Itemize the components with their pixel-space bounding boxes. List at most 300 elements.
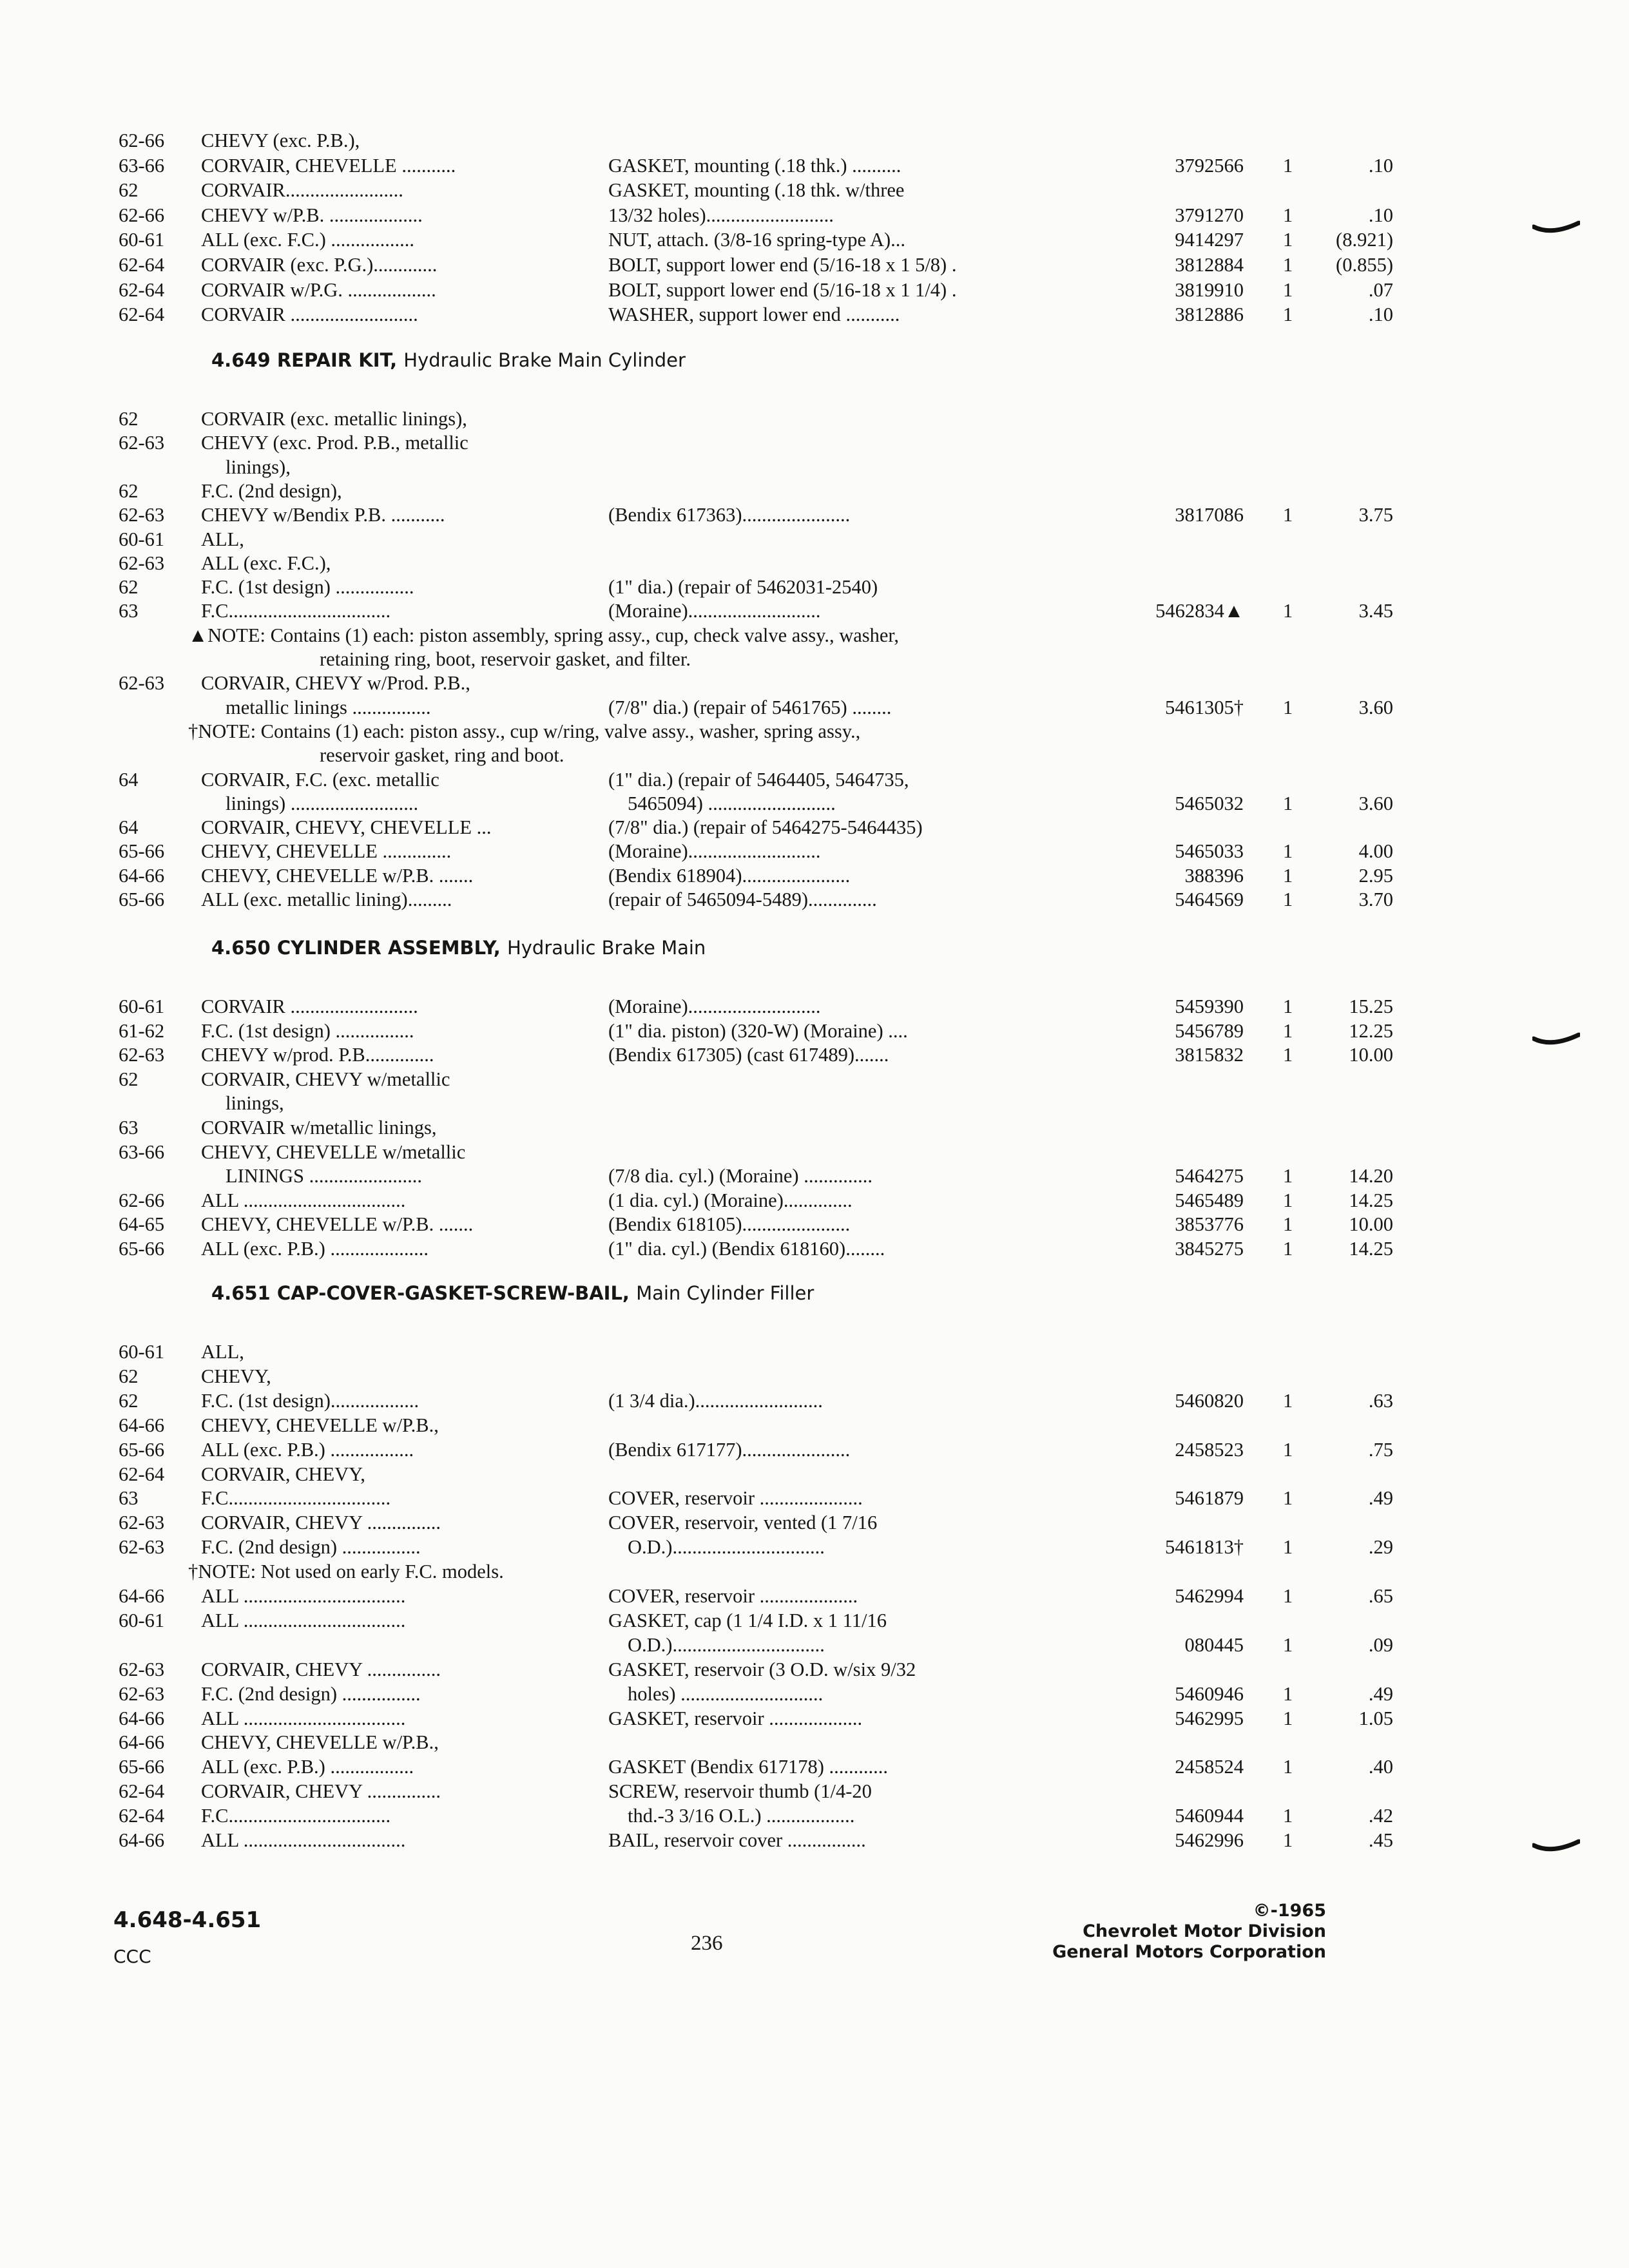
table-row <box>119 1115 1278 1140</box>
table-row <box>119 1066 1278 1092</box>
part-number: 5462834▲ <box>1155 600 1244 622</box>
table-row <box>119 454 1278 480</box>
table-row <box>119 153 1393 178</box>
model-years: 60-61 <box>119 995 165 1017</box>
model-years: 62 <box>119 1389 139 1412</box>
table-row <box>119 1236 1393 1262</box>
application: ALL ................................. <box>201 1585 406 1607</box>
footnote-text: ▲NOTE: Contains (1) each: piston assembly, spring assy., cup, check valve assy., washer, <box>188 624 899 646</box>
application: CORVAIR, CHEVY, CHEVELLE ... <box>201 816 492 839</box>
quantity: 1 <box>1283 204 1293 226</box>
quantity: 1 <box>1283 1585 1293 1607</box>
quantity: 1 <box>1283 1805 1293 1827</box>
model-years: 64-66 <box>119 864 165 887</box>
binder-mark-bottom <box>1532 1838 1580 1853</box>
binder-mark-top <box>1532 219 1580 235</box>
application: F.C................................. <box>201 1487 391 1510</box>
model-years: 62-63 <box>119 1044 165 1066</box>
price: 2.95 <box>1358 864 1393 887</box>
table-row <box>119 1803 1393 1829</box>
quantity: 1 <box>1283 1044 1293 1066</box>
table-row <box>119 526 1278 552</box>
table-row <box>119 1163 1393 1189</box>
quantity: 1 <box>1283 278 1293 301</box>
section-subtitle: Hydraulic Brake Main Cylinder <box>403 349 686 371</box>
part-description: thd.-3 3/16 O.L.) .................. <box>628 1805 855 1827</box>
application: CHEVY w/P.B. ................... <box>201 204 423 226</box>
model-years: 62-64 <box>119 278 165 301</box>
table-row <box>119 277 1393 303</box>
price: 3.70 <box>1358 889 1393 910</box>
model-years: 63 <box>119 1487 139 1510</box>
table-row <box>119 994 1393 1019</box>
model-years: 62 <box>119 179 139 202</box>
part-description: BAIL, reservoir cover ................ <box>608 1829 866 1851</box>
application: CORVAIR w/P.G. .................. <box>201 278 436 301</box>
part-description: (1" dia. piston) (320-W) (Moraine) .... <box>608 1019 908 1042</box>
price: 10.00 <box>1349 1213 1393 1236</box>
price: .42 <box>1368 1805 1393 1827</box>
quantity: 1 <box>1283 303 1293 326</box>
application: CORVAIR, F.C. (exc. metallic <box>201 768 439 791</box>
quantity: 1 <box>1283 840 1293 863</box>
part-number: 5464569 <box>1175 889 1244 910</box>
application: CORVAIR, CHEVY w/metallic <box>201 1068 450 1090</box>
application: linings) .......................... <box>226 792 419 814</box>
part-description: NUT, attach. (3/8-16 spring-type A)... <box>608 229 906 251</box>
part-description: (Bendix 617363)...................... <box>608 504 851 526</box>
part-description: (Bendix 617305) (cast 617489)....... <box>608 1044 889 1066</box>
application: CORVAIR, CHEVELLE ........... <box>201 154 456 177</box>
application: CHEVY, CHEVELLE w/P.B. ....... <box>201 864 474 887</box>
table-row <box>119 1657 1278 1682</box>
price: .10 <box>1368 303 1393 326</box>
part-description: (Bendix 618105)...................... <box>608 1213 851 1236</box>
table-row <box>119 1018 1393 1044</box>
model-years: 62-66 <box>119 1189 165 1211</box>
price: 12.25 <box>1349 1019 1393 1042</box>
price: .07 <box>1368 278 1393 301</box>
part-description: holes) ............................. <box>628 1682 824 1705</box>
part-number: 388396 <box>1184 864 1244 887</box>
part-description: GASKET, cap (1 1/4 I.D. x 1 11/16 <box>608 1609 887 1631</box>
application: F.C. (1st design) ................ <box>201 1019 414 1042</box>
model-years: 62-63 <box>119 552 165 574</box>
quantity: 1 <box>1283 1536 1293 1559</box>
table-row <box>119 574 1278 600</box>
binder-mark-middle <box>1532 1031 1580 1046</box>
price: .75 <box>1368 1438 1393 1461</box>
part-description: O.D.)............................... <box>628 1633 825 1656</box>
application: linings), <box>226 456 291 478</box>
table-row <box>119 1706 1393 1731</box>
table-row <box>119 1729 1278 1755</box>
part-description: (Bendix 617177)...................... <box>608 1438 851 1461</box>
part-number: 2458524 <box>1175 1756 1244 1778</box>
model-years: 64 <box>119 816 139 839</box>
table-row <box>119 128 1278 153</box>
price: 10.00 <box>1349 1044 1393 1066</box>
table-row <box>119 767 1278 793</box>
application: CORVAIR (exc. P.G.)............. <box>201 254 438 276</box>
price: 3.60 <box>1358 696 1393 718</box>
section-title: 4.650 CYLINDER ASSEMBLY, <box>211 937 501 959</box>
application: CHEVY (exc. Prod. P.B., metallic <box>201 432 468 454</box>
part-description: (1" dia.) (repair of 5462031-2540) <box>608 576 878 599</box>
table-row <box>119 227 1393 253</box>
price: .65 <box>1368 1585 1393 1607</box>
application: ALL (exc. P.B.) .................... <box>201 1238 429 1260</box>
application: ALL, <box>201 1341 244 1363</box>
part-description: (1" dia.) (repair of 5464405, 5464735, <box>608 768 909 791</box>
model-years: 62-64 <box>119 1805 165 1827</box>
footer-code: CCC <box>113 1946 151 1967</box>
section-subtitle: Hydraulic Brake Main <box>506 937 706 959</box>
part-number: 3812884 <box>1175 254 1244 276</box>
quantity: 1 <box>1283 889 1293 910</box>
model-years: 62 <box>119 1068 139 1090</box>
section-subtitle: Main Cylinder Filler <box>636 1282 815 1304</box>
model-years: 60-61 <box>119 1341 165 1363</box>
model-years: 62-63 <box>119 504 165 526</box>
quantity: 1 <box>1283 600 1293 622</box>
quantity: 1 <box>1283 1707 1293 1729</box>
table-row <box>119 1042 1393 1068</box>
part-number: 9414297 <box>1175 229 1244 251</box>
application: ALL (exc. F.C.), <box>201 552 331 574</box>
part-description: 13/32 holes).......................... <box>608 204 834 226</box>
part-number: 3819910 <box>1175 278 1244 301</box>
part-description: (Bendix 618904)...................... <box>608 864 851 887</box>
application: CORVAIR, CHEVY ............... <box>201 1512 441 1534</box>
application: F.C. (2nd design) ................ <box>201 1682 421 1705</box>
application: F.C. (1st design) ................ <box>201 576 414 599</box>
application: linings, <box>226 1092 284 1115</box>
table-row <box>119 1090 1278 1116</box>
application: CORVAIR, CHEVY ............... <box>201 1658 441 1680</box>
application: CORVAIR........................ <box>201 179 403 202</box>
price: .49 <box>1368 1487 1393 1510</box>
application: CHEVY, <box>201 1365 271 1387</box>
table-row <box>119 1583 1393 1609</box>
model-years: 64-65 <box>119 1213 165 1236</box>
application: CHEVY (exc. P.B.), <box>201 130 360 151</box>
quantity: 1 <box>1283 1633 1293 1656</box>
part-number: 5456789 <box>1175 1019 1244 1042</box>
quantity: 1 <box>1283 1682 1293 1705</box>
application: CHEVY w/Bendix P.B. ........... <box>201 504 445 526</box>
table-row <box>119 550 1278 576</box>
part-description: SCREW, reservoir thumb (1/4-20 <box>608 1780 872 1803</box>
table-row <box>119 1827 1393 1853</box>
table-row <box>119 1510 1278 1535</box>
quantity: 1 <box>1283 504 1293 526</box>
table-row <box>119 1211 1393 1237</box>
part-description: (7/8 dia. cyl.) (Moraine) .............. <box>608 1165 872 1187</box>
model-years: 62 <box>119 408 139 430</box>
section-title: 4.649 REPAIR KIT, <box>211 349 398 371</box>
footnote-text: †NOTE: Not used on early F.C. models. <box>188 1561 504 1583</box>
part-description: GASKET (Bendix 617178) ............ <box>608 1756 889 1778</box>
application: F.C................................. <box>201 600 391 622</box>
model-years: 60-61 <box>119 229 165 251</box>
part-number: 5462995 <box>1175 1707 1244 1729</box>
footer-corporation: General Motors Corporation <box>1052 1942 1326 1962</box>
application: F.C. (2nd design), <box>201 479 342 502</box>
model-years: 62 <box>119 1365 139 1387</box>
part-number: 5465489 <box>1175 1189 1244 1211</box>
application: CORVAIR, CHEVY ............... <box>201 1780 441 1803</box>
table-row <box>119 1754 1393 1780</box>
part-description: (7/8" dia.) (repair of 5464275-5464435) <box>608 816 923 839</box>
application: CORVAIR .......................... <box>201 303 418 326</box>
table-row <box>119 1485 1393 1511</box>
table-row <box>119 1632 1393 1658</box>
application: ALL (exc. P.B.) ................. <box>201 1438 414 1461</box>
section-title: 4.651 CAP-COVER-GASKET-SCREW-BAIL, <box>211 1282 630 1304</box>
part-number: 080445 <box>1184 1633 1244 1656</box>
model-years: 64-66 <box>119 1731 165 1754</box>
table-row <box>119 177 1278 203</box>
quantity: 1 <box>1283 864 1293 887</box>
part-number: 5461305† <box>1165 696 1244 718</box>
application: CORVAIR, CHEVY w/Prod. P.B., <box>201 672 470 695</box>
price: (8.921) <box>1336 229 1393 251</box>
section-heading <box>211 349 686 371</box>
footnote-text: retaining ring, boot, reservoir gasket, and filter. <box>320 648 691 670</box>
application: ALL, <box>201 528 244 550</box>
part-number: 3792566 <box>1175 154 1244 177</box>
part-description: BOLT, support lower end (5/16-18 x 1 5/8) . <box>608 254 957 276</box>
part-description: (Moraine)........................... <box>608 995 821 1017</box>
quantity: 1 <box>1283 229 1293 251</box>
price: .10 <box>1368 204 1393 226</box>
model-years: 62-64 <box>119 1463 165 1485</box>
application: metallic linings ................ <box>226 696 431 718</box>
model-years: 64-66 <box>119 1414 165 1436</box>
quantity: 1 <box>1283 696 1293 718</box>
table-row <box>119 863 1393 889</box>
table-row <box>119 478 1278 504</box>
price: .63 <box>1368 1389 1393 1412</box>
model-years: 62 <box>119 479 139 502</box>
model-years: 65-66 <box>119 1438 165 1461</box>
application: CHEVY, CHEVELLE w/metallic <box>201 1140 466 1163</box>
application: CHEVY w/prod. P.B.............. <box>201 1044 434 1066</box>
table-row <box>119 670 1278 696</box>
model-years: 61-62 <box>119 1019 165 1042</box>
table-row <box>119 1139 1278 1165</box>
table-row <box>119 1412 1278 1438</box>
application: ALL ................................. <box>201 1829 406 1851</box>
part-number: 3817086 <box>1175 504 1244 526</box>
application: ALL ................................. <box>201 1707 406 1729</box>
part-description: BOLT, support lower end (5/16-18 x 1 1/4) . <box>608 278 957 301</box>
part-description: COVER, reservoir .................... <box>608 1585 858 1607</box>
table-row <box>119 1187 1393 1213</box>
price: 3.75 <box>1358 504 1393 526</box>
part-number: 3791270 <box>1175 204 1244 226</box>
model-years: 65-66 <box>119 1756 165 1778</box>
part-number: 5462996 <box>1175 1829 1244 1851</box>
part-number: 5460820 <box>1175 1389 1244 1412</box>
model-years: 64-66 <box>119 1829 165 1851</box>
table-row <box>119 1388 1393 1414</box>
price: .40 <box>1368 1756 1393 1778</box>
part-description: (Moraine)........................... <box>608 600 821 622</box>
part-description: O.D.)............................... <box>628 1536 825 1559</box>
table-row <box>119 814 1278 840</box>
model-years: 62-63 <box>119 1682 165 1705</box>
application: F.C. (2nd design) ................ <box>201 1536 421 1559</box>
table-row <box>119 838 1393 864</box>
price: 15.25 <box>1349 995 1393 1017</box>
application: ALL ................................. <box>201 1189 406 1211</box>
application: ALL ................................. <box>201 1609 406 1631</box>
model-years: 63-66 <box>119 1140 165 1163</box>
application: ALL (exc. F.C.) ................. <box>201 229 415 251</box>
application: CORVAIR (exc. metallic linings), <box>201 408 467 430</box>
application: CORVAIR .......................... <box>201 995 418 1017</box>
quantity: 1 <box>1283 1238 1293 1260</box>
part-description: 5465094) .......................... <box>628 792 836 814</box>
table-row <box>119 1608 1278 1633</box>
model-years: 62-66 <box>119 130 165 151</box>
part-description: GASKET, mounting (.18 thk. w/three <box>608 179 905 202</box>
footnote-text: †NOTE: Contains (1) each: piston assy., cup w/ring, valve assy., washer, spring assy., <box>188 720 861 742</box>
quantity: 1 <box>1283 1487 1293 1510</box>
model-years: 62 <box>119 576 139 599</box>
model-years: 65-66 <box>119 1238 165 1260</box>
part-description: WASHER, support lower end ........... <box>608 303 900 326</box>
model-years: 65-66 <box>119 840 165 863</box>
price: 1.05 <box>1358 1707 1393 1729</box>
quantity: 1 <box>1283 1438 1293 1461</box>
model-years: 63 <box>119 1117 139 1139</box>
quantity: 1 <box>1283 1213 1293 1236</box>
part-description: (1 3/4 dia.).......................... <box>608 1389 823 1412</box>
part-number: 5460944 <box>1175 1805 1244 1827</box>
application: CORVAIR w/metallic linings, <box>201 1117 437 1139</box>
table-row <box>119 252 1393 278</box>
price: 14.25 <box>1349 1238 1393 1260</box>
model-years: 63-66 <box>119 154 165 177</box>
model-years: 62-64 <box>119 1780 165 1803</box>
application: F.C................................. <box>201 1805 391 1827</box>
table-row <box>119 887 1393 912</box>
part-number: 5461813† <box>1165 1536 1244 1559</box>
price: .29 <box>1368 1536 1393 1559</box>
application: CHEVY, CHEVELLE w/P.B. ....... <box>201 1213 474 1236</box>
price: 3.60 <box>1358 792 1393 814</box>
model-years: 60-61 <box>119 528 165 550</box>
quantity: 1 <box>1283 1165 1293 1187</box>
part-description: GASKET, reservoir ................... <box>608 1707 863 1729</box>
application: LININGS ....................... <box>226 1165 422 1187</box>
footnote-text: reservoir gasket, ring and boot. <box>320 744 564 767</box>
model-years: 62-63 <box>119 1512 165 1534</box>
part-number: 5465032 <box>1175 792 1244 814</box>
model-years: 60-61 <box>119 1609 165 1631</box>
price: .10 <box>1368 154 1393 177</box>
table-row <box>119 598 1393 624</box>
part-description: COVER, reservoir, vented (1 7/16 <box>608 1512 878 1534</box>
model-years: 65-66 <box>119 889 165 910</box>
table-row <box>119 695 1393 720</box>
table-row <box>119 1681 1393 1707</box>
part-number: 5460946 <box>1175 1682 1244 1705</box>
quantity: 1 <box>1283 792 1293 814</box>
quantity: 1 <box>1283 1829 1293 1851</box>
table-row <box>119 1534 1393 1560</box>
part-number: 5459390 <box>1175 995 1244 1017</box>
table-row <box>119 430 1278 456</box>
price: .09 <box>1368 1633 1393 1656</box>
footer-copyright: ©-1965 <box>1253 1901 1326 1921</box>
model-years: 63 <box>119 600 139 622</box>
table-row <box>119 302 1393 327</box>
part-number: 3853776 <box>1175 1213 1244 1236</box>
model-years: 62-63 <box>119 1658 165 1680</box>
quantity: 1 <box>1283 1189 1293 1211</box>
part-number: 3845275 <box>1175 1238 1244 1260</box>
quantity: 1 <box>1283 1019 1293 1042</box>
part-number: 3812886 <box>1175 303 1244 326</box>
price: (0.855) <box>1336 254 1393 276</box>
section-heading <box>211 937 706 959</box>
application: CHEVY, CHEVELLE w/P.B., <box>201 1414 439 1436</box>
part-description: GASKET, reservoir (3 O.D. w/six 9/32 <box>608 1658 916 1680</box>
table-row <box>119 202 1393 228</box>
application: ALL (exc. P.B.) ................. <box>201 1756 414 1778</box>
model-years: 64 <box>119 768 139 791</box>
table-row <box>119 1461 1278 1487</box>
page-number: 236 <box>691 1932 723 1955</box>
application: CHEVY, CHEVELLE w/P.B., <box>201 1731 439 1754</box>
part-number: 2458523 <box>1175 1438 1244 1461</box>
quantity: 1 <box>1283 154 1293 177</box>
application: ALL (exc. metallic lining)......... <box>201 889 452 910</box>
model-years: 62-63 <box>119 672 165 695</box>
part-description: (1" dia. cyl.) (Bendix 618160)........ <box>608 1238 885 1260</box>
quantity: 1 <box>1283 1756 1293 1778</box>
quantity: 1 <box>1283 995 1293 1017</box>
table-row <box>119 406 1278 432</box>
price: 4.00 <box>1358 840 1393 863</box>
table-row <box>119 1778 1278 1804</box>
model-years: 64-66 <box>119 1707 165 1729</box>
footer-section-range: 4.648-4.651 <box>113 1907 262 1933</box>
application: CORVAIR, CHEVY, <box>201 1463 365 1485</box>
section-heading <box>211 1282 814 1304</box>
part-description: (Moraine)........................... <box>608 840 821 863</box>
quantity: 1 <box>1283 254 1293 276</box>
part-description: (repair of 5465094-5489).............. <box>608 889 877 910</box>
table-row <box>119 502 1393 528</box>
application: F.C. (1st design).................. <box>201 1389 419 1412</box>
part-description: COVER, reservoir ..................... <box>608 1487 863 1510</box>
part-description: (1 dia. cyl.) (Moraine).............. <box>608 1189 853 1211</box>
table-row <box>119 1339 1278 1365</box>
price: 14.25 <box>1349 1189 1393 1211</box>
part-description: GASKET, mounting (.18 thk.) .......... <box>608 154 901 177</box>
part-number: 5462994 <box>1175 1585 1244 1607</box>
table-row <box>119 791 1393 816</box>
model-years: 62-63 <box>119 1536 165 1559</box>
price: .49 <box>1368 1682 1393 1705</box>
table-row <box>119 1437 1393 1463</box>
model-years: 64-66 <box>119 1585 165 1607</box>
